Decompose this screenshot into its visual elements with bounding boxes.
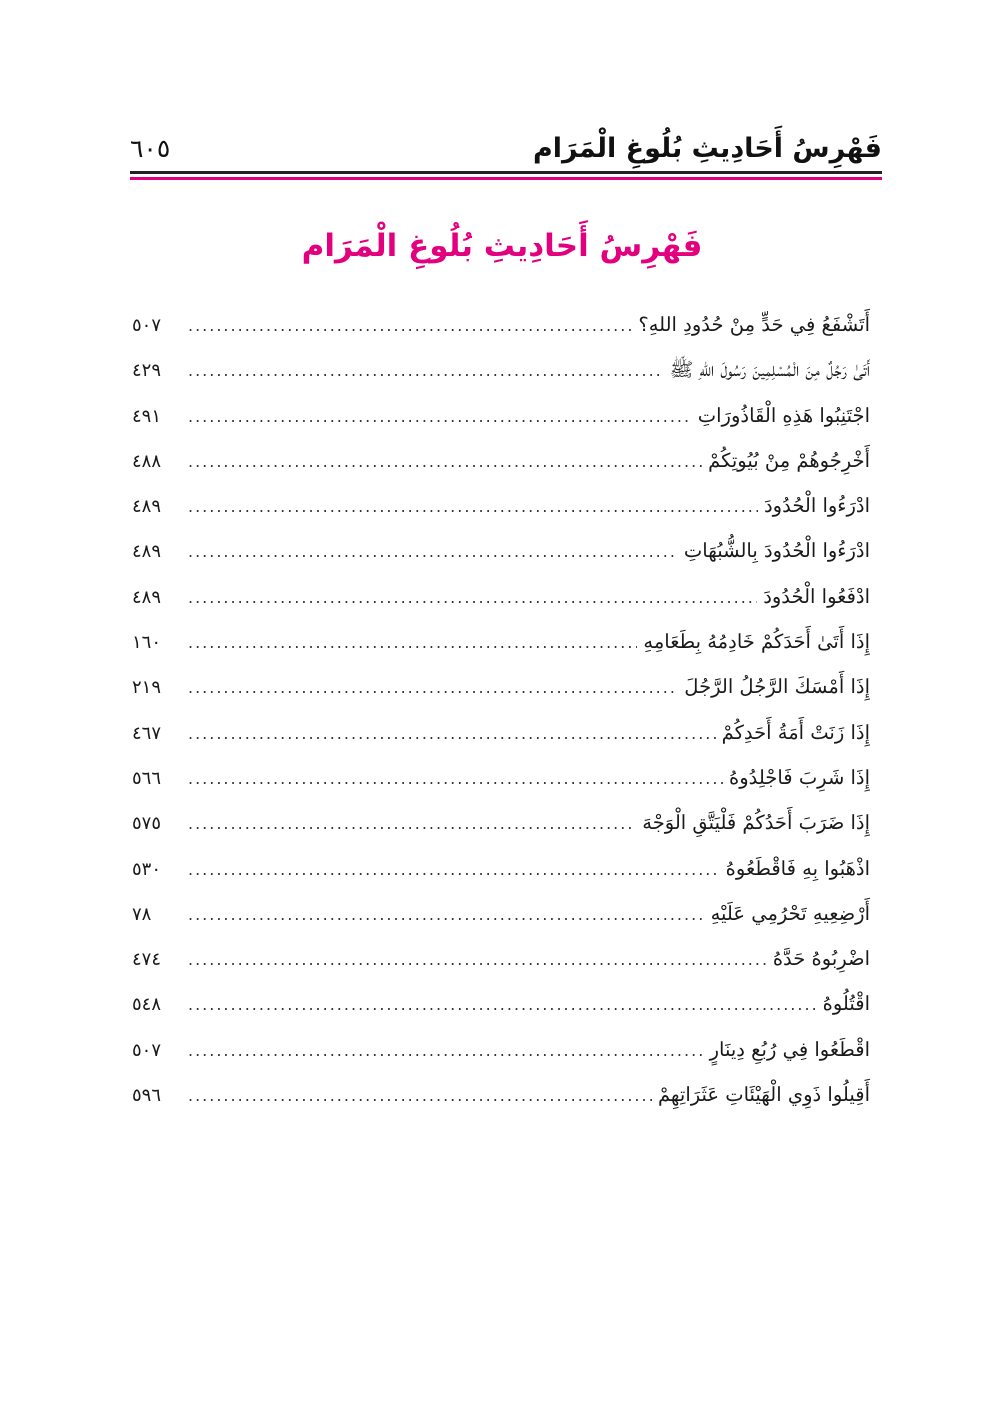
header-rule-accent — [130, 177, 882, 180]
index-entry — [132, 936, 870, 981]
entry-page-number: ٥٤٨ — [132, 994, 162, 1016]
dot-leader — [188, 982, 817, 1027]
index-entry — [132, 891, 870, 936]
running-title: فَهْرِسُ أَحَادِيثِ بُلُوغِ الْمَرَام — [532, 132, 882, 164]
entry-text: أَرْضِعِيهِ تَحْرُمِي عَلَيْهِ — [710, 901, 870, 925]
entry-text: أَخْرِجُوهُمْ مِنْ بُيُوتِكُمْ — [708, 448, 870, 472]
entry-page-number: ٧٨ — [132, 903, 152, 925]
entry-page-number: ٥٣٠ — [132, 858, 162, 880]
dot-leader — [188, 1028, 704, 1073]
entry-text: اجْتَنِبُوا هَذِهِ الْقَاذُورَاتِ — [697, 403, 870, 427]
index-entry — [132, 1072, 870, 1117]
index-entry — [132, 664, 870, 709]
entry-text: اقْطَعُوا فِي رُبُعِ دِينَارٍ — [709, 1037, 870, 1061]
entry-page-number: ٤٩١ — [132, 405, 162, 427]
entry-page-number: ٤٢٩ — [132, 360, 162, 382]
entry-page-number: ٤٨٨ — [132, 450, 162, 472]
page-title: فَهْرِسُ أَحَادِيثِ بُلُوغِ الْمَرَام — [301, 228, 703, 264]
entry-page-number: ٤٨٩ — [132, 496, 162, 518]
entry-page-number: ٥٠٧ — [132, 1039, 162, 1061]
entry-text: ادْرَءُوا الْحُدُودَ بِالشُّبُهَاتِ — [683, 539, 870, 563]
index-entry — [132, 393, 870, 438]
running-header — [130, 128, 882, 168]
dot-leader — [188, 529, 678, 574]
index-entry — [132, 800, 870, 845]
entry-text: اضْرِبُوهُ حَدَّهُ — [772, 947, 870, 971]
index-entry — [132, 574, 870, 619]
index-entry — [132, 981, 870, 1026]
entry-page-number: ٥٩٦ — [132, 1085, 162, 1107]
entry-page-number: ١٦٠ — [132, 632, 162, 654]
entry-text: إِذَا شَرِبَ فَاجْلِدُوهُ — [728, 765, 870, 789]
index-entry — [132, 438, 870, 483]
index-entry — [132, 483, 870, 528]
entry-text: ادْفَعُوا الْحُدُودَ — [763, 584, 870, 608]
index-entry — [132, 846, 870, 891]
index-list — [132, 302, 870, 1117]
entry-text: إِذَا ضَرَبَ أَحَدُكُمْ فَلْيَتَّقِ الْوَجْهَ — [642, 811, 870, 835]
entry-page-number: ٥٦٦ — [132, 767, 162, 789]
entry-page-number: ٤٨٩ — [132, 586, 162, 608]
entry-text: اقْتُلُوهُ — [822, 992, 870, 1016]
index-entry — [132, 755, 870, 800]
entry-text: إِذَا أَتَىٰ أَحَدَكُمْ خَادِمُهُ بِطَعَامِهِ — [643, 630, 870, 654]
index-entry — [132, 619, 870, 664]
dot-leader — [188, 756, 723, 801]
entry-text: إِذَا أَمْسَكَ الرَّجُلُ الرَّجُلَ — [684, 675, 870, 699]
dot-leader — [188, 665, 678, 710]
entry-page-number: ٤٦٧ — [132, 722, 162, 744]
entry-page-number: ٥٧٥ — [132, 813, 162, 835]
index-entry — [132, 710, 870, 755]
entry-page-number: ٤٨٩ — [132, 541, 162, 563]
header-rule-dark — [130, 171, 882, 174]
dot-leader — [188, 620, 637, 665]
dot-leader — [188, 303, 632, 348]
entry-text: ادْرَءُوا الْحُدُودَ — [763, 494, 870, 518]
dot-leader — [188, 484, 758, 529]
entry-text: اذْهَبُوا بِهِ فَاقْطَعُوهُ — [725, 856, 870, 880]
dot-leader — [188, 937, 767, 982]
dot-leader — [188, 439, 702, 484]
entry-text: إِذَا زَنَتْ أَمَةُ أَحَدِكُمْ — [721, 720, 870, 744]
dot-leader — [188, 892, 705, 937]
entry-page-number: ٥٠٧ — [132, 315, 162, 336]
dot-leader — [188, 394, 692, 439]
entry-text: أَتَىٰ رَجُلٌ مِنَ الْمُسْلِمِينَ رَسُولَ اللهِ ﷺ — [669, 358, 870, 382]
dot-leader — [188, 575, 757, 620]
entry-text: أَتَشْفَعُ فِي حَدٍّ مِنْ حُدُودِ اللهِ؟ — [638, 313, 870, 336]
dot-leader — [188, 1073, 652, 1118]
dot-leader — [188, 847, 720, 892]
index-entry — [132, 1027, 870, 1072]
index-entry — [132, 528, 870, 573]
entry-text: أَقِيلُوا ذَوِي الْهَيْئَاتِ عَثَرَاتِهِمْ — [657, 1083, 870, 1107]
dot-leader — [188, 711, 716, 756]
page-number: ٦٠٥ — [130, 133, 171, 163]
entry-page-number: ٤٧٤ — [132, 949, 162, 971]
index-entry — [132, 347, 870, 392]
dot-leader — [188, 348, 664, 393]
index-entry — [132, 302, 870, 347]
entry-page-number: ٢١٩ — [132, 677, 162, 699]
dot-leader — [188, 801, 636, 846]
